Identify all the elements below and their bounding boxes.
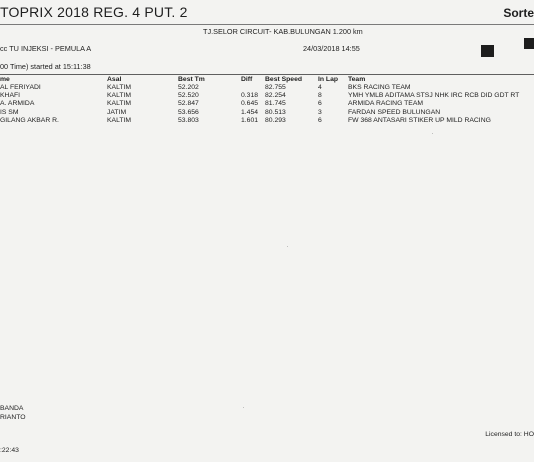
best-speed: 81.745 — [265, 100, 286, 108]
table-header-row — [0, 75, 534, 84]
rider-origin: KALTIM — [107, 84, 132, 91]
rider-origin: KALTIM — [107, 92, 132, 100]
print-time: :22:43 — [0, 447, 19, 454]
results-table — [0, 75, 534, 125]
license-text: Licensed to: HO — [485, 431, 534, 438]
team-name: FW 368 ANTASARI STIKER UP MILD RACING — [348, 116, 491, 124]
header-best-speed: Best Speed — [265, 76, 303, 83]
header-name: me — [0, 76, 10, 83]
header-diff: Diff — [241, 76, 253, 83]
rider-name: A. ARMIDA — [0, 100, 35, 108]
in-lap: 8 — [318, 92, 322, 100]
race-class: cc TU INJEKSI - PEMULA A — [0, 44, 92, 53]
team-name: ARMIDA RACING TEAM — [348, 100, 424, 108]
header-divider — [0, 24, 534, 25]
sort-label: Sorte — [503, 6, 534, 20]
rider-origin: KALTIM — [107, 116, 132, 124]
table-row — [0, 109, 534, 117]
best-speed: 80.513 — [265, 108, 286, 116]
team-name: YMH YMLB ADITAMA STSJ NHK IRC RCB DID GDT RT — [348, 92, 520, 100]
start-time: 00 Time) started at 15:11:38 — [0, 62, 91, 71]
in-lap: 3 — [318, 108, 322, 116]
in-lap: 6 — [318, 116, 322, 124]
scan-speck — [287, 246, 288, 247]
best-speed: 80.293 — [265, 116, 286, 124]
best-time: 53.803 — [178, 116, 199, 124]
header-asal: Asal — [107, 76, 122, 83]
team-name: FARDAN SPEED BULUNGAN — [348, 108, 441, 116]
redaction-mark-2 — [524, 38, 534, 49]
signature-name-1: BANDA — [0, 405, 24, 412]
page-title: TOPRIX 2018 REG. 4 PUT. 2 — [0, 4, 188, 20]
table-row — [0, 100, 534, 108]
header-best-time: Best Tm — [178, 76, 205, 83]
rider-name: KHAFI — [0, 92, 21, 100]
time-diff: 1.454 — [241, 108, 259, 116]
best-time: 53.656 — [178, 108, 199, 116]
rider-name: IS SM — [0, 108, 19, 116]
circuit-info: TJ.SELOR CIRCUIT- KAB.BULUNGAN 1.200 km — [203, 27, 363, 36]
best-time: 52.520 — [178, 92, 199, 100]
best-speed: 82.755 — [265, 84, 286, 91]
table-row — [0, 92, 534, 100]
header-in-lap: In Lap — [318, 76, 339, 83]
scan-speck — [432, 133, 433, 134]
time-diff: 1.601 — [241, 116, 259, 124]
redaction-mark-1 — [481, 45, 494, 57]
in-lap: 4 — [318, 84, 322, 91]
rider-name: GILANG AKBAR R. — [0, 116, 59, 124]
rider-name: AL FERIYADI — [0, 84, 41, 91]
header-team: Team — [348, 76, 366, 83]
best-time: 52.202 — [178, 84, 199, 91]
table-row — [0, 117, 534, 125]
scan-speck — [243, 407, 244, 408]
race-date: 24/03/2018 14:55 — [303, 44, 360, 53]
rider-origin: JATIM — [107, 108, 127, 116]
signature-name-2: RIANTO — [0, 414, 26, 421]
time-diff: 0.318 — [241, 92, 259, 100]
team-name: BKS RACING TEAM — [348, 84, 411, 91]
best-speed: 82.254 — [265, 92, 286, 100]
table-row — [0, 84, 534, 92]
in-lap: 6 — [318, 100, 322, 108]
time-diff: 0.645 — [241, 100, 259, 108]
best-time: 52.847 — [178, 100, 199, 108]
rider-origin: KALTIM — [107, 100, 132, 108]
